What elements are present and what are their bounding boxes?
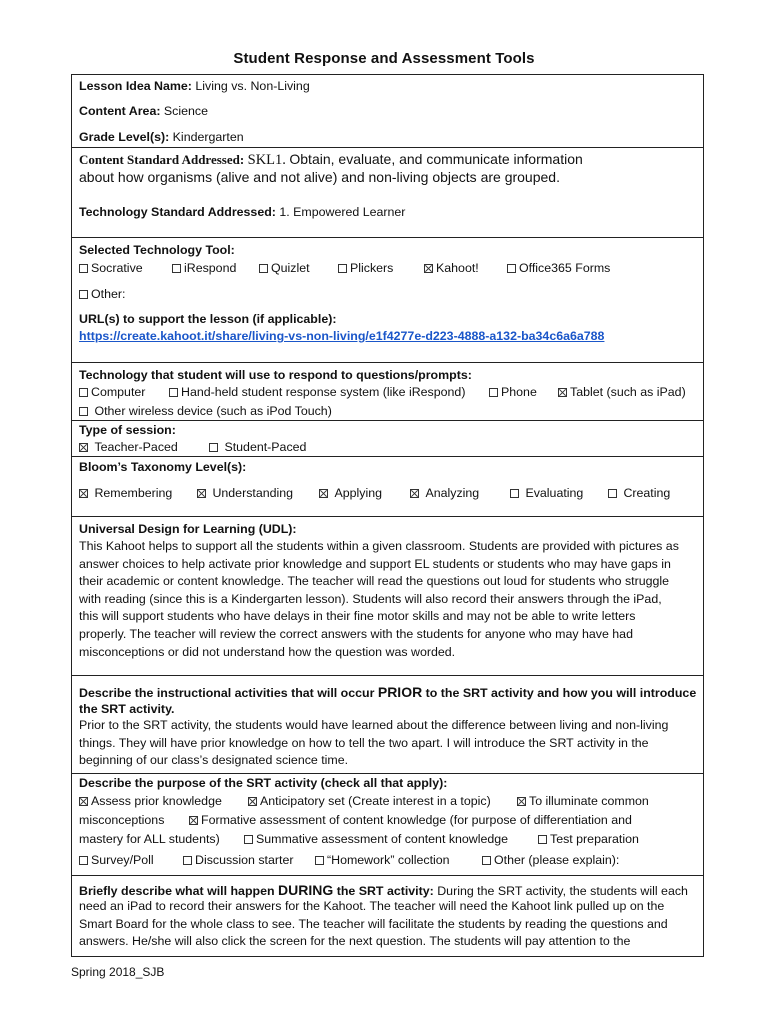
during-line: need an iPad to record their answers for the Kahoot. The teacher will need the Kahoot link pulled up on the xyxy=(79,899,665,913)
tech-standard-row xyxy=(79,204,405,220)
tool-option-other[interactable]: Other: xyxy=(79,286,125,302)
standards-section xyxy=(72,148,703,238)
purpose-heading: Describe the purpose of the SRT activity (check all that apply): xyxy=(79,776,448,790)
checkbox-icon xyxy=(244,835,253,844)
checked-box-icon xyxy=(319,489,328,498)
content-standard-text-2: about how organisms (alive and not alive) and non-living objects are grouped. xyxy=(79,169,560,185)
udl-line: answer choices to help activate prior knowledge and support EL students or students who may have gaps in xyxy=(79,556,671,571)
tool-option-kahoot[interactable]: Kahoot! xyxy=(424,260,479,276)
during-line: Smart Board for the whole class to see. The teacher will facilitate the students by reading the questions and xyxy=(79,916,668,931)
udl-section xyxy=(72,517,703,676)
content-standard-label: Content Standard Addressed: xyxy=(79,152,245,167)
checkbox-icon xyxy=(169,388,178,397)
technology-tool-section xyxy=(72,238,703,363)
checked-box-icon xyxy=(248,797,257,806)
checkbox-icon xyxy=(482,856,491,865)
checked-box-icon xyxy=(558,388,567,397)
udl-line: with reading (since this is a Kindergarten lesson). Students will also record their answers through the iPad, xyxy=(79,591,662,606)
device-option-tablet[interactable]: Tablet (such as iPad) xyxy=(558,384,686,400)
bloom-option-evaluating[interactable]: Evaluating xyxy=(510,485,583,501)
udl-line: properly. The teacher will review the correct answers with the students for anyone who may have had xyxy=(79,626,633,641)
checked-box-icon xyxy=(424,264,433,273)
checkbox-icon xyxy=(338,264,347,273)
device-option-handheld[interactable]: Hand-held student response system (like iRespond) xyxy=(169,384,465,400)
checkbox-icon xyxy=(259,264,268,273)
checked-box-icon xyxy=(410,489,419,498)
grade-level-row xyxy=(79,129,244,145)
checkbox-icon xyxy=(183,856,192,865)
checkbox-icon xyxy=(315,856,324,865)
during-paragraph xyxy=(79,898,697,951)
purpose-option-other[interactable]: Other (please explain): xyxy=(482,852,619,868)
tech-standard-value: 1. Empowered Learner xyxy=(279,205,406,219)
lesson-info-section xyxy=(72,75,703,148)
purpose-formative-continued: mastery for ALL students) xyxy=(79,832,220,846)
checked-box-icon xyxy=(79,489,88,498)
prior-question-line-2: the SRT activity. xyxy=(79,702,175,716)
lesson-idea-label: Lesson Idea Name: xyxy=(79,79,192,93)
during-line: answers. He/she will also click the screen for the next question. The students will pay attention to the xyxy=(79,934,631,949)
checkbox-icon xyxy=(79,856,88,865)
srt-purpose-section xyxy=(72,774,703,876)
checkbox-icon xyxy=(538,835,547,844)
during-activity-section xyxy=(72,876,703,956)
purpose-option-summative[interactable]: Summative assessment of content knowledge xyxy=(244,831,508,847)
response-device-section xyxy=(72,363,703,421)
document-title: Student Response and Assessment Tools xyxy=(233,50,535,67)
checkbox-icon xyxy=(79,407,88,416)
content-standard-code: SKL1. xyxy=(247,152,286,168)
udl-line: This Kahoot helps to support all the students within a given classroom. Students are provided with pictures as xyxy=(79,539,679,553)
purpose-option-discussion[interactable]: Discussion starter xyxy=(183,852,293,868)
prior-question: Describe the instructional activities that will occur PRIOR to the SRT activity and how you will introduce xyxy=(79,684,697,700)
grade-level-label: Grade Level(s): xyxy=(79,130,170,144)
lesson-idea-value: Living vs. Non-Living xyxy=(195,79,310,93)
checked-box-icon xyxy=(79,443,88,452)
udl-line: misconceptions or did not understand how the question was worded. xyxy=(79,644,456,659)
bloom-option-applying[interactable]: Applying xyxy=(319,485,382,501)
bloom-option-creating[interactable]: Creating xyxy=(608,485,670,501)
grade-level-value: Kindergarten xyxy=(172,130,244,144)
purpose-option-survey[interactable]: Survey/Poll xyxy=(79,852,154,868)
udl-line: their academic or content knowledge. The teacher will read the questions out loud for students who struggle xyxy=(79,574,670,589)
udl-heading: Universal Design for Learning (UDL): xyxy=(79,522,297,536)
purpose-misconceptions-continued: misconceptions xyxy=(79,813,165,827)
device-option-other-wireless[interactable]: Other wireless device (such as iPod Touch) xyxy=(79,403,332,419)
udl-paragraph xyxy=(79,538,697,661)
checkbox-icon xyxy=(507,264,516,273)
kahoot-url-text[interactable]: https://create.kahoot.it/share/living-vs-non-living/e1f4277e-d223-4888-a132-ba34c6a6a788 xyxy=(79,329,605,343)
tool-option-irespond[interactable]: iRespond xyxy=(172,260,236,276)
session-heading: Type of session: xyxy=(79,423,176,437)
checkbox-icon xyxy=(510,489,519,498)
content-area-value: Science xyxy=(163,104,209,118)
session-type-section xyxy=(72,421,703,457)
purpose-option-test-prep[interactable]: Test preparation xyxy=(538,831,639,847)
checked-box-icon xyxy=(79,797,88,806)
during-first-line: Briefly describe what will happen DURING the SRT activity: During the SRT activity, the students will each xyxy=(79,882,688,898)
purpose-option-misconceptions[interactable]: To illuminate common xyxy=(517,793,649,809)
checkbox-icon xyxy=(79,388,88,397)
prior-line: beginning of our class’s designated science time. xyxy=(79,753,349,768)
checkbox-icon xyxy=(608,489,617,498)
tool-option-socrative[interactable]: Socrative xyxy=(79,260,143,276)
checked-box-icon xyxy=(197,489,206,498)
tool-option-quizlet[interactable]: Quizlet xyxy=(259,260,310,276)
kahoot-url-link[interactable] xyxy=(79,328,604,344)
bloom-option-remembering[interactable]: Remembering xyxy=(79,485,172,501)
checked-box-icon xyxy=(189,816,198,825)
tech-standard-label: Technology Standard Addressed: xyxy=(79,205,276,219)
lesson-idea-row xyxy=(79,78,310,94)
content-area-label: Content Area: xyxy=(79,104,161,118)
tool-option-office365-forms[interactable]: Office365 Forms xyxy=(507,260,610,276)
purpose-option-homework[interactable]: “Homework” collection xyxy=(315,852,450,868)
bloom-option-understanding[interactable]: Understanding xyxy=(197,485,293,501)
url-heading: URL(s) to support the lesson (if applicable): xyxy=(79,312,337,326)
blooms-taxonomy-section xyxy=(72,457,703,517)
content-standard-row xyxy=(79,150,583,169)
content-area-row xyxy=(79,103,208,119)
prior-emphasis: PRIOR xyxy=(377,684,423,700)
checked-box-icon xyxy=(517,797,526,806)
purpose-option-formative[interactable]: Formative assessment of content knowledge (for purpose of differentiation and xyxy=(189,812,632,828)
device-option-phone[interactable]: Phone xyxy=(489,384,537,400)
blooms-heading: Bloom’s Taxonomy Level(s): xyxy=(79,460,247,474)
checkbox-icon xyxy=(79,264,88,273)
checkbox-icon xyxy=(489,388,498,397)
bloom-option-analyzing[interactable]: Analyzing xyxy=(410,485,479,501)
prior-paragraph xyxy=(79,717,697,770)
prior-line: Prior to the SRT activity, the students would have learned about the difference between living and non-living xyxy=(79,718,669,732)
checkbox-icon xyxy=(209,443,218,452)
page-footer: Spring 2018_SJB xyxy=(71,965,165,979)
prior-activities-section xyxy=(72,676,703,774)
during-emphasis: DURING xyxy=(278,882,334,898)
checkbox-icon xyxy=(172,264,181,273)
srt-form xyxy=(71,74,704,957)
tool-option-plickers[interactable]: Plickers xyxy=(338,260,393,276)
content-standard-text: Obtain, evaluate, and communicate information xyxy=(289,151,583,167)
purpose-option-assess-prior[interactable]: Assess prior knowledge xyxy=(79,793,222,809)
udl-line: this will support students who have delays in their fine motor skills and may not be able to write letters xyxy=(79,609,636,624)
purpose-option-anticipatory-set[interactable]: Anticipatory set (Create interest in a topic) xyxy=(248,793,491,809)
response-device-heading: Technology that student will use to respond to questions/prompts: xyxy=(79,368,472,382)
checkbox-icon xyxy=(79,290,88,299)
tool-heading: Selected Technology Tool: xyxy=(79,243,235,257)
session-option-teacher-paced[interactable]: Teacher-Paced xyxy=(79,439,178,455)
session-option-student-paced[interactable]: Student-Paced xyxy=(209,439,306,455)
prior-line: things. They will have prior knowledge on how to tell the two apart. I will introduce the SRT activity in the xyxy=(79,735,649,750)
device-option-computer[interactable]: Computer xyxy=(79,384,145,400)
